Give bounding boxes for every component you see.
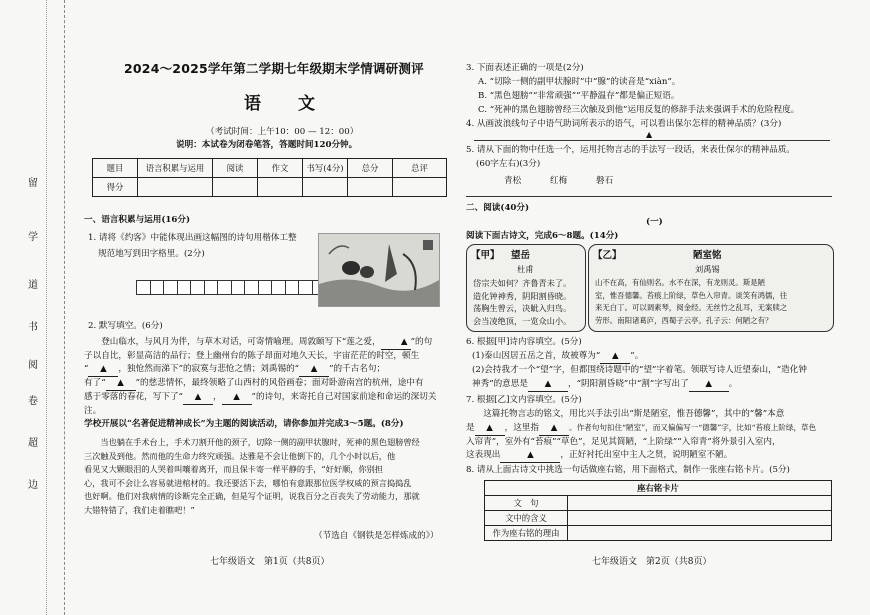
poem-line: 岱宗夫如何？齐鲁青未了。 bbox=[473, 278, 572, 288]
score-cell: 书写(4分) bbox=[303, 159, 348, 178]
answer-blank[interactable]: ▲ bbox=[539, 422, 569, 436]
q2-text: ，独怆然而涕下”的寂寞与悲怆之情；刘禹锡的“ bbox=[118, 364, 300, 374]
binding-char: 学 bbox=[28, 232, 38, 243]
score-input-cell[interactable] bbox=[303, 178, 348, 197]
exam-time: （考试时间：上午10：00 — 12：00） bbox=[206, 127, 359, 137]
option-item[interactable]: 红梅 bbox=[550, 176, 568, 186]
binding-char: 超 bbox=[28, 438, 38, 449]
option-c[interactable]: C. “死神的黑色翅膀曾经三次触及到他”运用反复的修辞手法来强调手术的危险程度。 bbox=[478, 105, 800, 115]
exam-title: 2024～2025学年第二学期七年级期末学情调研测评 bbox=[124, 61, 424, 76]
poem-box-a bbox=[466, 244, 586, 332]
binding-char: 留 bbox=[28, 178, 38, 189]
answer-line[interactable] bbox=[466, 196, 832, 197]
answer-mark: ▲ bbox=[646, 130, 653, 139]
poem-illustration bbox=[318, 233, 440, 307]
card-label: 文中的含义 bbox=[485, 511, 568, 526]
answer-blank[interactable]: ▲ bbox=[88, 363, 118, 377]
answer-blank[interactable]: ▲ bbox=[528, 378, 568, 392]
binding-char: 道 bbox=[28, 280, 38, 291]
excerpt-line: 大错特错了，我们走着瞧吧！” bbox=[84, 504, 195, 515]
card-label: 文 句 bbox=[485, 496, 568, 511]
card-row bbox=[485, 496, 832, 511]
q7-passage bbox=[466, 408, 834, 463]
question-5: 5. 请从下面的物中任选一个，运用托物言志的手法写一段话，来表仕保尔的精神品质。 bbox=[466, 145, 795, 155]
part-heading: (一) bbox=[646, 217, 663, 227]
page-footer: 七年级语文 第2页（共8页） bbox=[592, 557, 712, 567]
section-heading: 一、语言积累与运用(16分) bbox=[84, 215, 191, 225]
q2-text: 感于零落的春花，写下了“ bbox=[84, 392, 183, 402]
binding-char: 边 bbox=[28, 480, 38, 491]
grid-cell[interactable] bbox=[258, 280, 273, 295]
q2-text: 登山临水，与风月为伴，与草木对话，可寄情喻理。周敦颐写下“莲之爱， bbox=[101, 337, 381, 347]
score-cell: 得分 bbox=[93, 178, 138, 197]
section-heading: 二、阅读(40分) bbox=[466, 203, 530, 213]
poem-tag: 【甲】 bbox=[471, 250, 500, 261]
q6-text: 。 bbox=[728, 379, 738, 389]
grid-cell[interactable] bbox=[150, 280, 165, 295]
q2-text: ”的慈悲情怀，最终领略了山西村的风俗画卷；面对卧游南宫的杭州，途中有 bbox=[135, 378, 424, 388]
score-cell: 总评 bbox=[393, 159, 447, 178]
grid-cell[interactable] bbox=[177, 280, 192, 295]
page-1 bbox=[84, 0, 444, 615]
page-footer: 七年级语文 第1页（共8页） bbox=[210, 557, 330, 567]
score-input-cell[interactable] bbox=[138, 178, 213, 197]
q6-part1 bbox=[472, 350, 643, 364]
poem-line: 会当凌绝顶，一览众山小。 bbox=[473, 315, 572, 326]
question-8: 8. 请从上面古诗文中挑选一句话做座右铭，用下面格式，制作一张座右铭卡片。(5分) bbox=[466, 465, 790, 475]
binding-char: 书 bbox=[28, 322, 38, 333]
q6-text: ”。 bbox=[630, 351, 644, 361]
q2-text: 有了“ bbox=[84, 378, 106, 388]
q2-text: ”的句 bbox=[410, 337, 433, 347]
grid-cell[interactable] bbox=[271, 280, 286, 295]
card-input[interactable] bbox=[568, 496, 832, 511]
score-cell: 语言积累与运用 bbox=[138, 159, 213, 178]
activity-intro: 学校开展以“名著促进精神成长”为主题的阅读活动，请你参加并完成3～5题。(8分) bbox=[84, 419, 404, 429]
score-input-cell[interactable] bbox=[213, 178, 258, 197]
q2-passage bbox=[84, 336, 444, 431]
answer-blank[interactable]: ▲ bbox=[183, 391, 213, 405]
question-1: 1. 请将《约客》中能体现出画这幅图的诗句用楷体工整 bbox=[88, 233, 297, 243]
card-input[interactable] bbox=[568, 526, 832, 541]
score-input-cell[interactable] bbox=[348, 178, 393, 197]
score-input-cell[interactable] bbox=[258, 178, 303, 197]
page-2 bbox=[466, 0, 832, 615]
question-3: 3. 下面表述正确的一项是(2分) bbox=[466, 63, 584, 73]
poem-title: 望岳 bbox=[511, 250, 531, 261]
option-item[interactable]: 磐石 bbox=[596, 176, 614, 186]
tianzige-grid[interactable] bbox=[137, 280, 326, 295]
excerpt-source: （节选自《钢铁是怎样炼成的》） bbox=[314, 531, 439, 541]
score-cell: 总分 bbox=[348, 159, 393, 178]
q6-text: (1)泰山因居五岳之首，故被尊为“ bbox=[472, 351, 601, 361]
q2-text: ”的诗句，来寄托自己对国家前途和命运的深切关注。 bbox=[84, 392, 437, 416]
grid-cell[interactable] bbox=[204, 280, 219, 295]
poem-lines bbox=[595, 277, 787, 327]
option-item[interactable]: 青松 bbox=[504, 176, 522, 186]
answer-blank[interactable]: ▲ bbox=[600, 350, 630, 364]
answer-blank[interactable]: ▲ bbox=[475, 422, 505, 436]
q6-text: ，“阴阳割昏晓”中“割”字写出了 bbox=[567, 379, 689, 389]
grid-cell[interactable] bbox=[244, 280, 259, 295]
card-row bbox=[485, 511, 832, 526]
grid-cell[interactable] bbox=[231, 280, 246, 295]
answer-blank[interactable]: ▲ bbox=[500, 449, 560, 463]
question-4: 4. 从画波浪线句子中语气助词所表示的语气，可以看出保尔怎样的精神品质？(3分) bbox=[466, 119, 782, 129]
grid-cell[interactable] bbox=[298, 280, 313, 295]
binding-char: 阅 bbox=[28, 360, 38, 371]
binding-char: 卷 bbox=[28, 396, 38, 407]
option-a[interactable]: A. “切除一侧的副甲状腺时”中“腺”的读音是“xiàn”。 bbox=[478, 77, 681, 87]
question-2: 2. 默写填空。(6分) bbox=[88, 321, 163, 331]
reading-intro: 阅读下面古诗文，完成6～8题。(14分) bbox=[466, 231, 619, 241]
q6-text: 神秀”的意思是 bbox=[472, 379, 528, 389]
poem-tag: 【乙】 bbox=[593, 250, 622, 261]
poem-line: 室，惟吾德馨。苔痕上阶绿，草色入帘青。谈笑有鸿儒，往 bbox=[595, 290, 788, 300]
score-table-row bbox=[93, 178, 447, 197]
excerpt-line: 三次触及到他。然而他的生命力终究顽强。达雅是不会让他倒下的，几个小时以后，他 bbox=[84, 450, 396, 461]
card-input[interactable] bbox=[568, 511, 832, 526]
grid-cell[interactable] bbox=[163, 280, 178, 295]
poem-lines bbox=[473, 277, 571, 327]
binding-line bbox=[46, 0, 47, 615]
exam-note: 说明：本试卷为闭卷笔答，答题时间120分钟。 bbox=[176, 140, 358, 150]
binding-margin bbox=[0, 0, 65, 615]
excerpt-line: 当也躺在手术台上，手术刀割开他的颈子，切除一侧的副甲状腺时，死神的黑色翅膀曾经 bbox=[84, 437, 420, 447]
q2-text: “ bbox=[84, 364, 89, 374]
grid-cell[interactable] bbox=[217, 280, 232, 295]
q7-text: 这篇托物言志的铭文，用比兴手法引出“斯是陋室，惟吾德馨”，其中的“馨”本意 bbox=[483, 409, 785, 419]
q6-part2: (2)会持我才一个“望”字，但都围绕诗题中的“望”字着笔。领联写诗人近望泰山，“造化钟 bbox=[472, 365, 807, 375]
novel-excerpt bbox=[84, 436, 444, 517]
q2-text: 子以自比，彰显高洁的品行；登上幽州台的陈子昂面对地久天长，宇宙茫茫的时空，顿生 bbox=[84, 351, 420, 361]
score-table-row bbox=[93, 159, 447, 178]
answer-blank[interactable]: ▲ bbox=[381, 336, 411, 350]
poem-line: 劳形。南阳诸葛庐，西蜀子云亭。孔子云：何陋之有？ bbox=[595, 315, 773, 325]
poem-line: 荡胸生曾云，决眦入归鸟。 bbox=[473, 303, 572, 313]
poem-box-b bbox=[588, 244, 834, 332]
score-input-cell[interactable] bbox=[393, 178, 447, 197]
question-7: 7. 根据[乙]文内容填空。(5分) bbox=[466, 395, 582, 405]
score-table bbox=[92, 158, 447, 197]
q7-text: 入帘青”，室外有“苔痕”“草色”，足见其简陋，“上阶绿”“入帘青”将外景引入室内， bbox=[466, 437, 781, 447]
card-row bbox=[485, 526, 832, 541]
answer-blank[interactable]: ▲ bbox=[222, 391, 252, 405]
q2-text: ”的千古名句； bbox=[329, 364, 386, 374]
grid-cell[interactable] bbox=[285, 280, 300, 295]
q2-text: ， bbox=[212, 392, 222, 402]
poem-line: 造化钟神秀，阴阳割昏晓。 bbox=[473, 290, 572, 301]
q7-text: 。作者句句扣住“陋室”，而又偏偏写一“德馨”字，比如“苔痕上阶绿，草色 bbox=[569, 423, 817, 432]
score-cell: 阅读 bbox=[213, 159, 258, 178]
excerpt-line: 也好啊。他们对我病情的诊断完全正确，但是写个证明，说我百分之百丧失了劳动能力，那就 bbox=[84, 491, 420, 501]
motto-card bbox=[484, 480, 832, 541]
score-cell: 作文 bbox=[258, 159, 303, 178]
q7-text: ，这里指 bbox=[504, 423, 539, 433]
question-6: 6. 根据[甲]诗内容填空。(5分) bbox=[466, 337, 582, 347]
excerpt-line: 看见又大颗眼泪的人哭着叫嚷着离开，而且保卡寄一样平静的手，“好好顺，你别担 bbox=[84, 464, 383, 474]
poem-line: 山不在高，有仙则名。水不在深，有龙则灵。斯是陋 bbox=[595, 278, 765, 287]
poem-author: 杜甫 bbox=[517, 264, 534, 274]
grid-cell[interactable] bbox=[136, 280, 151, 295]
question-5-cont: (60字左右)(3分) bbox=[476, 159, 541, 169]
poem-title: 陋室铭 bbox=[693, 250, 722, 261]
score-cell: 题目 bbox=[93, 159, 138, 178]
answer-blank[interactable]: ▲ bbox=[689, 378, 729, 392]
q6-part2-cont bbox=[472, 378, 737, 392]
option-b[interactable]: B. “黑色翅膀”“非常顽强”“平静温存”都是偏正短语。 bbox=[478, 91, 680, 101]
card-label: 作为座右铭的理由 bbox=[485, 526, 568, 541]
illustration-image bbox=[319, 234, 439, 306]
excerpt-line: 心，我可不会让么容易就进棺材的。我还要活下去，哪怕有意跟那位医学权威的预言捣捣乱 bbox=[84, 477, 412, 488]
question-1-cont: 规范地写到田字格里。(2分) bbox=[98, 249, 205, 259]
grid-cell[interactable] bbox=[190, 280, 205, 295]
q7-text: 是 bbox=[466, 423, 475, 433]
card-row bbox=[485, 481, 832, 496]
answer-blank[interactable]: ▲ bbox=[299, 363, 329, 377]
subject-title: 语 文 bbox=[244, 94, 325, 114]
answer-blank[interactable]: ▲ bbox=[106, 377, 136, 391]
card-title: 座右铭卡片 bbox=[485, 481, 832, 496]
q7-text: 这表现出 bbox=[466, 450, 501, 460]
poem-line: 来无白丁。可以调素琴，阅金经。无丝竹之乱耳，无案牍之 bbox=[595, 303, 788, 312]
q7-text: ，正好衬托出室中主人之贤，说明陋室不陋。 bbox=[560, 450, 733, 460]
poem-author: 刘禹锡 bbox=[695, 264, 720, 274]
